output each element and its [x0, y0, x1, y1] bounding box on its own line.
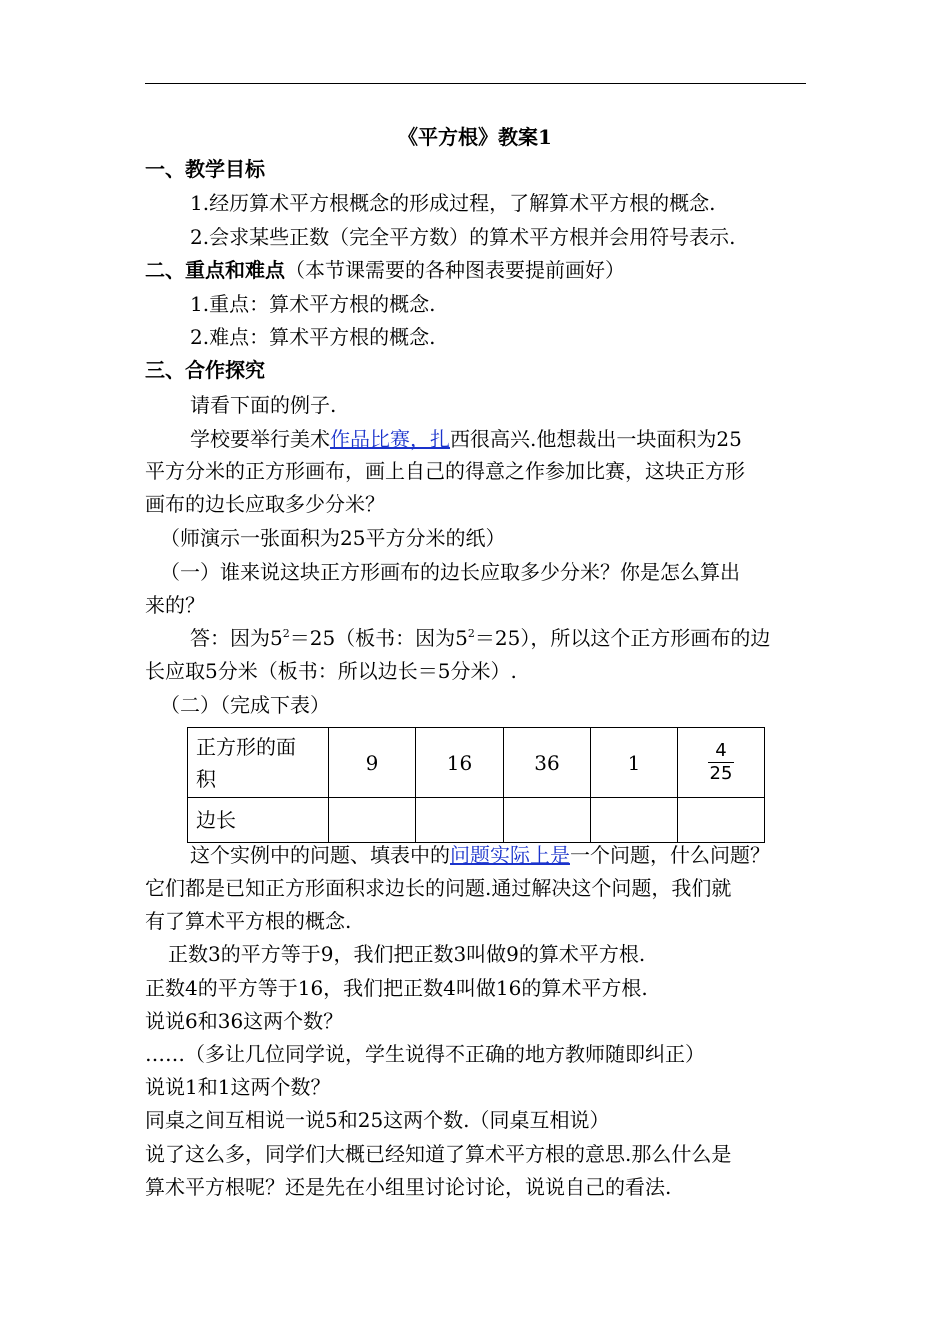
example-text-a: 学校要举行美术: [190, 427, 330, 451]
after-link[interactable]: 问题实际上是: [450, 843, 570, 867]
after-line-10: 说了这么多，同学们大概已经知道了算术平方根的意思.那么什么是: [145, 1142, 732, 1166]
keypoints-note: （本节课需要的各种图表要提前画好）: [285, 258, 625, 282]
goal-item-2: 2.会求某些正数（完全平方数）的算术平方根并会用符号表示.: [190, 225, 736, 249]
area-header-cell: [188, 728, 329, 798]
section-heading-goals: 一、教学目标: [145, 157, 265, 181]
side-value-cell[interactable]: [416, 798, 504, 843]
table-row-side: [188, 798, 765, 843]
question-1-line-1: （一）谁来说这块正方形画布的边长应取多少分米？你是怎么算出: [160, 560, 740, 584]
after-line-6: 说说6和36这两个数？: [145, 1009, 344, 1033]
area-header-line-2: 积: [196, 766, 216, 791]
after-line-2: 它们都是已知正方形面积求边长的问题.通过解决这个问题，我们就: [145, 876, 732, 900]
section-heading-keypoints: [145, 257, 625, 283]
side-value-cell[interactable]: [678, 798, 765, 843]
side-header-cell: 边长: [188, 798, 329, 843]
side-value-cell[interactable]: [591, 798, 678, 843]
answer-superscript-1: 2: [282, 627, 290, 640]
keypoint-item-1: 1.重点：算术平方根的概念.: [190, 292, 436, 316]
area-value-cell: 9: [329, 728, 416, 798]
after-line-3: 有了算术平方根的概念.: [145, 909, 352, 933]
page-title: 《平方根》教案1: [398, 125, 552, 149]
demo-note: （师演示一张面积为25平方分米的纸）: [160, 526, 506, 550]
after-text-b: 一个问题，什么问题？: [570, 843, 770, 867]
fraction: [708, 740, 735, 785]
answer-text-b: ＝25（板书：因为5: [289, 626, 468, 650]
after-line-1: [190, 842, 770, 868]
example-link[interactable]: 作品比赛，扎: [330, 427, 450, 451]
area-value-cell: 1: [591, 728, 678, 798]
after-text-a: 这个实例中的问题、填表中的: [190, 843, 450, 867]
explore-intro: 请看下面的例子.: [190, 393, 337, 417]
question-2: （二）（完成下表）: [160, 693, 330, 717]
answer-superscript-2: 2: [467, 627, 475, 640]
example-line-3: 画布的边长应取多少分米？: [145, 492, 385, 516]
goal-item-1: 1.经历算术平方根概念的形成过程，了解算术平方根的概念.: [190, 191, 716, 215]
example-line-2: 平方分米的正方形画布，画上自己的得意之作参加比赛，这块正方形: [145, 459, 745, 483]
side-value-cell[interactable]: [504, 798, 591, 843]
after-line-11: 算术平方根呢？还是先在小组里讨论讨论，说说自己的看法.: [145, 1175, 672, 1199]
answer-text-c: ＝25），所以这个正方形画布的边: [474, 626, 771, 650]
answer-line-1: [190, 625, 770, 651]
after-line-7: ……（多让几位同学说，学生说得不正确的地方教师随即纠正）: [145, 1042, 705, 1066]
keypoints-heading-text: 二、重点和难点: [145, 258, 285, 282]
section-heading-explore: 三、合作探究: [145, 358, 265, 382]
square-table: [187, 727, 765, 843]
after-line-9: 同桌之间互相说一说5和25这两个数.（同桌互相说）: [145, 1108, 610, 1132]
area-header-line-1: 正方形的面: [196, 734, 296, 759]
area-value-cell: 36: [504, 728, 591, 798]
header-rule: [145, 83, 806, 84]
area-value-cell: 16: [416, 728, 504, 798]
after-line-8: 说说1和1这两个数？: [145, 1075, 331, 1099]
example-text-b: 西很高兴.他想裁出一块面积为25: [450, 427, 742, 451]
table-row-area: [188, 728, 765, 798]
answer-line-2: 长应取5分米（板书：所以边长＝5分米）.: [145, 659, 517, 683]
fraction-numerator: 4: [708, 740, 735, 763]
answer-text-a: 答：因为5: [190, 626, 283, 650]
side-value-cell[interactable]: [329, 798, 416, 843]
fraction-denominator: 25: [709, 763, 733, 784]
example-line-1: [190, 426, 742, 452]
after-line-5: 正数4的平方等于16，我们把正数4叫做16的算术平方根.: [145, 976, 648, 1000]
question-1-line-2: 来的？: [145, 593, 205, 617]
keypoint-item-2: 2.难点：算术平方根的概念.: [190, 325, 436, 349]
area-fraction-cell: [678, 728, 765, 798]
after-line-4: 正数3的平方等于9，我们把正数3叫做9的算术平方根.: [168, 942, 646, 966]
